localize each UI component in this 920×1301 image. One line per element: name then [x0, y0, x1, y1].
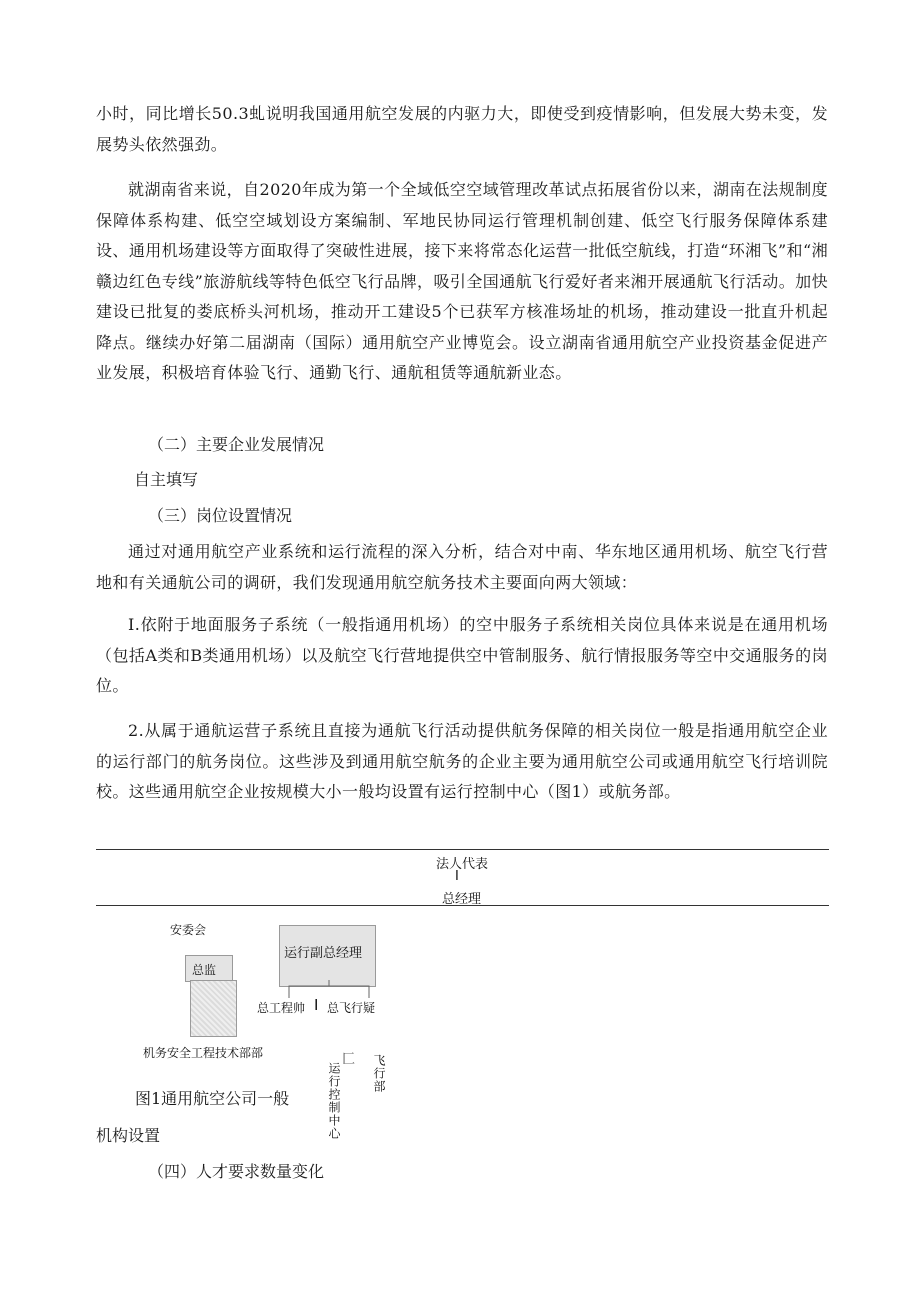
- chart-ops-control-center: 运行控制中心: [327, 1062, 341, 1140]
- chart-legal-representative: 法人代表: [436, 857, 489, 872]
- paragraph-domain-1: I.依附于地面服务子系统（一般指通用机场）的空中服务子系统相关岗位具体来说是在通用机场（包括A类和B类通用机场）以及航空飞行营地提供空中管制服务、航行情报服务等空中交通服务的岗位。: [96, 615, 828, 695]
- figure-caption-line1: 图1通用航空公司一般: [135, 1089, 290, 1108]
- chart-connector: I: [455, 869, 459, 884]
- paragraph-growth: 小时，同比增长50.3虬说明我国通用航空发展的内驱力大，即使受到疫情影响，但发展大势未变，发展势头依然强劲。: [96, 104, 828, 154]
- paragraph-domain-2: 2.从属于通航运营子系统且直接为通航飞行活动提供航务保障的相关岗位一般是指通用航空企业的运行部门的航务岗位。这些涉及到通用航空航务的企业主要为通用航空公司或通用航空飞行培训院校。这些通用航空企业按规模大小一般均设置有运行控制中心（图1）或航务部。: [96, 721, 828, 801]
- self-fill-note: 自主填写: [134, 470, 199, 489]
- chart-flight-department: 飞行部: [372, 1054, 386, 1093]
- section-heading-talent: （四）人才要求数量变化: [148, 1162, 325, 1181]
- chart-chief-engineer: 总工程帅: [257, 1001, 306, 1015]
- figure-caption-line2: 机构设置: [96, 1126, 161, 1145]
- chart-separator: I: [314, 996, 319, 1014]
- chart-maintenance-department: 机务安全工程技术部部: [143, 1046, 264, 1060]
- chart-general-manager: 总经理: [442, 892, 482, 907]
- chart-vp-branch-lines: [285, 980, 375, 1000]
- chart-ops-control-mark: 匚: [342, 1052, 356, 1067]
- chart-top-rule: [96, 849, 829, 850]
- chart-director: 总监: [192, 963, 217, 977]
- section-heading-positions: （三）岗位设置情况: [148, 506, 293, 525]
- chart-ops-vp-box: [279, 925, 376, 987]
- chart-ops-vp: 运行副总经理: [284, 942, 362, 961]
- chart-director-box: [185, 955, 233, 982]
- paragraph-analysis: 通过对通用航空产业系统和运行流程的深入分析，结合对中南、华东地区通用机场、航空飞行营地和有关通航公司的调研，我们发现通用航空航务技术主要面向两大领域：: [96, 542, 828, 592]
- chart-bottom-rule: [96, 905, 829, 906]
- section-heading-enterprises: （二）主要企业发展情况: [148, 435, 325, 454]
- chart-safety-committee: 安委会: [170, 923, 207, 937]
- chart-director-body: [190, 980, 237, 1037]
- chart-chief-pilot: 总飞行疑: [327, 1001, 376, 1015]
- paragraph-hunan: 就湖南省来说，自2020年成为第一个全域低空空域管理改革试点拓展省份以来，湖南在法规制度保障体系构建、低空空域划设方案编制、军地民协同运行管理机制创建、低空飞行服务保障体系建设、通用机场建设等方面取得了突破性进展，接下来将常态化运营一批低空航线，打造“环湘飞”和“湘赣边红色专线”旅游航线等特色低空飞行品牌，吸引全国通航飞行爱好者来湘开展通航飞行活动。加快建设已批复的娄底桥头河机场，推动开工建设5个已获军方核准场址的机场，推动建设一批直升机起降点。继续办好第二届湖南（国际）通用航空产业博览会。设立湖南省通用航空产业投资基金促进产业发展，积极培育体验飞行、通勤飞行、通航租赁等通航新业态。: [96, 180, 828, 382]
